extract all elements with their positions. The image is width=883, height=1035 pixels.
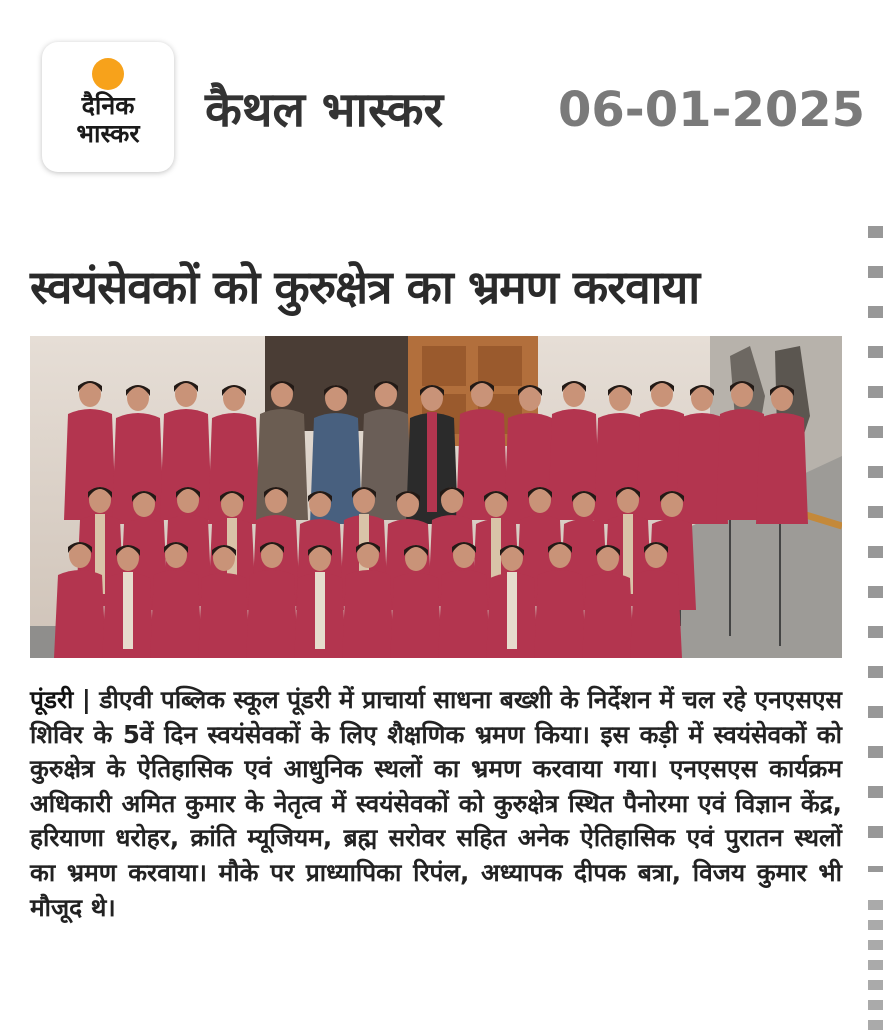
adjacent-column-edge-lower xyxy=(868,890,883,1030)
article-headline: स्वयंसेवकों को कुरुक्षेत्र का भ्रमण करवाया xyxy=(30,260,700,314)
article-body xyxy=(30,683,842,925)
logo-text-line1: दैनिक xyxy=(81,91,135,120)
adjacent-column-edge xyxy=(868,212,883,872)
dateline-separator: | xyxy=(81,685,91,714)
logo-text-line2: भास्कर xyxy=(76,119,140,148)
sun-dot-icon xyxy=(92,58,124,90)
group-photo xyxy=(30,336,842,658)
article-dateline: पूंडरी xyxy=(30,685,74,714)
dainik-bhaskar-logo xyxy=(42,42,174,172)
article-paragraph xyxy=(30,683,842,925)
article-body-text: डीएवी पब्लिक स्कूल पूंडरी में प्राचार्या साधना बख्शी के निर्देशन में चल रहे एनएसएस शिविर के 5वें दिन स्वयंसेवकों के लिए शैक्षणिक भ्रमण किया। इस कड़ी में स्वयंसेवकों को कुरुक्षेत्र के ऐतिहासिक एवं आधुनिक स्थलों का भ्रमण करवाया गया। एनएसएस कार्यक्रम अधिकारी अमित कुमार के नेतृत्व में स्वयंसेवकों को कुरुक्षेत्र स्थित पैनोरमा एवं विज्ञान केंद्र, हरियाणा धरोहर, क्रांति म्यूजियम, ब्रह्म सरोवर सहित अनेक ऐतिहासिक एवं पुरातन स्थलों का भ्रमण करवाया। मौके पर प्राध्यापिका रिपंल, अध्यापक दीपक बत्रा, विजय कुमार भी मौजूद थे। xyxy=(30,685,842,922)
edition-date: 06-01-2025 xyxy=(558,82,866,138)
edition-title: कैथल भास्कर xyxy=(205,82,444,138)
